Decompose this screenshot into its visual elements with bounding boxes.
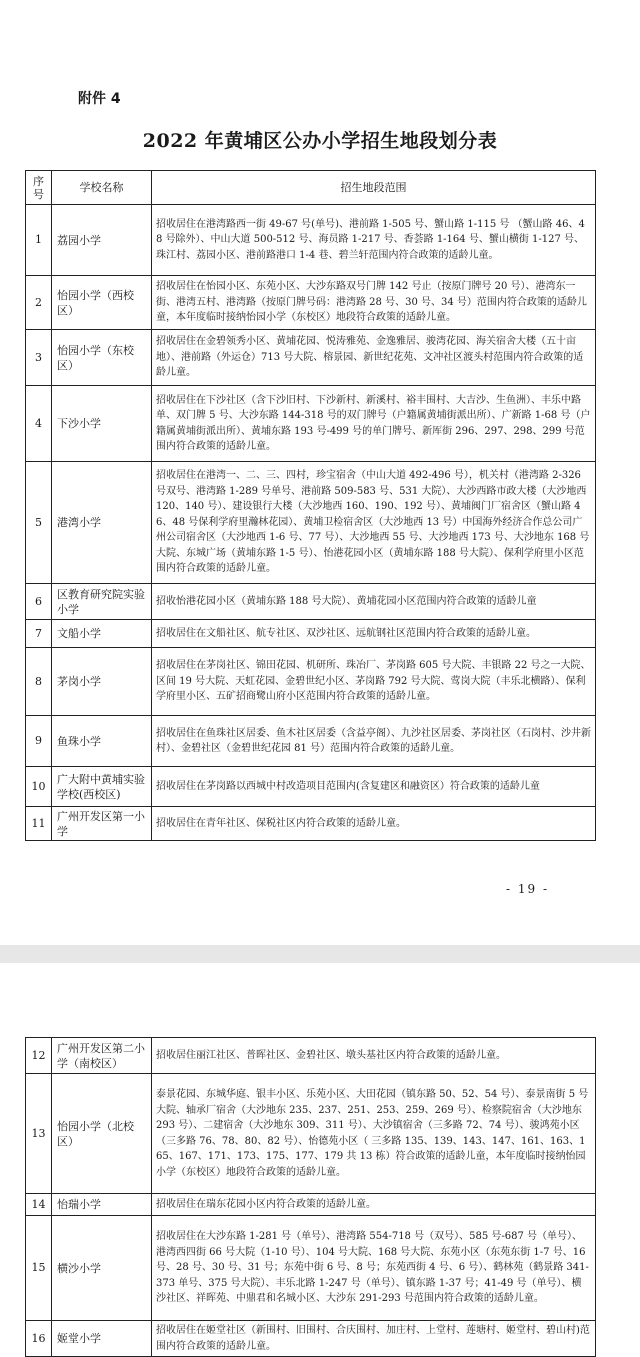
row-school: 怡园小学（西校区） [52,276,152,330]
row-no: 6 [26,584,52,620]
row-school: 怡园小学（北校区） [52,1074,152,1194]
row-school: 广州开发区第一小学 [52,807,152,841]
row-range: 招收居住丽江社区、普晖社区、金碧社区、墩头基社区内符合政策的适龄儿童。 [152,1038,596,1074]
row-school: 横沙小学 [52,1216,152,1321]
row-range: 招收居住在茅岗路以西城中村改造项目范围内(含复建区和融资区）符合政策的适龄儿童 [152,767,596,807]
row-school: 姬堂小学 [52,1321,152,1357]
table-row [26,1216,596,1321]
table-row [26,462,596,584]
row-no: 5 [26,462,52,584]
row-school: 下沙小学 [52,386,152,462]
table-row [26,386,596,462]
row-school: 文船小学 [52,620,152,648]
row-no: 10 [26,767,52,807]
table-row [26,584,596,620]
table-row [26,807,596,841]
table-row [26,276,596,330]
allocation-table-continued [25,1037,596,1357]
row-no: 9 [26,716,52,767]
row-no: 16 [26,1321,52,1357]
row-range: 招收居住在青年社区、保税社区内符合政策的适龄儿童。 [152,807,596,841]
row-no: 12 [26,1038,52,1074]
row-no: 8 [26,648,52,716]
row-no: 15 [26,1216,52,1321]
table-row [26,716,596,767]
row-range: 招收居住在茅岗社区、锦田花园、机研所、珠冶厂、茅岗路 605 号大院、丰银路 22 号之一大院、区间 19 号大院、天虹花园、金碧世纪小区、茅岗路 792 号大院、莺岗大院（丰乐北横路）、保利学府里小区、五矿招商鹭山府小区范围内符合政策的适龄儿童。 [152,648,596,716]
row-range: 招收居住在怡园小区、东苑小区、大沙东路双号门牌 142 号止（按原门牌号 20 号）、港湾东一街、港湾五村、港湾路（按原门牌号码：港湾路 28 号、30 号、34 号）范围内符合政策的适龄儿童，本年度临时接纳怡园小学（东校区）地段符合政策的适龄儿童。 [152,276,596,330]
header-school: 学校名称 [52,171,152,205]
row-range: 招收居住在瑞东花园小区内符合政策的适龄儿童。 [152,1194,596,1216]
row-school: 怡园小学（东校区） [52,330,152,386]
row-range: 招收居住在姬堂社区（新围村、旧围村、合庆围村、加庄村、上堂村、莲塘村、姬堂村、碧山村)范围内符合政策的适龄儿童。 [152,1321,596,1357]
allocation-table [25,170,596,841]
table-row [26,330,596,386]
row-school: 广大附中黄埔实验学校(西校区) [52,767,152,807]
row-school: 港湾小学 [52,462,152,584]
row-school: 广州开发区第二小学（南校区） [52,1038,152,1074]
table-row [26,1038,596,1074]
table-row [26,620,596,648]
row-no: 2 [26,276,52,330]
table-row [26,1074,596,1194]
row-range: 招收居住在大沙东路 1-281 号（单号）、港湾路 554-718 号（双号）、585 号-687 号（单号）、港湾西四街 66 号大院（1-10 号）、104 号大院、168 号大院、东苑小区（东苑东街 1-7 号、16 号、28 号、30 号、31 号；东苑中街 6 号、8 号；东苑西街 4 号、6 号）、鹤林苑（鹤景路 341-373 单号、375 号大院）、丰乐北路 1-247 号（单号）、镇东路 1-37 号；41-49 号（单号）、横沙社区、祥晖苑、中鼎君和名城小区、大沙东 291-293 号范围内符合政策的适龄儿童。 [152,1216,596,1321]
table-header-row [26,171,596,205]
table-row [26,1194,596,1216]
row-no: 1 [26,205,52,276]
table-row [26,648,596,716]
row-no: 4 [26,386,52,462]
row-no: 11 [26,807,52,841]
row-range: 招收居住在港湾路西一街 49-67 号(单号)、港前路 1-505 号、蟹山路 1-115 号 （蟹山路 46、48 号除外）、中山大道 500-512 号、海员路 1-217 号、香荟路 1-164 号、蟹山横街 1-127 号、珠江村、荔园小区、港前路港口 1-4 巷、碧兰轩范围内符合政策的适龄儿童。 [152,205,596,276]
table-row [26,1321,596,1357]
row-school: 鱼珠小学 [52,716,152,767]
row-no: 3 [26,330,52,386]
row-school: 区教育研究院实验小学 [52,584,152,620]
document-title: 2022 年黄埔区公办小学招生地段划分表 [142,130,498,152]
row-school: 怡瑞小学 [52,1194,152,1216]
row-school: 荔园小学 [52,205,152,276]
table-row [26,767,596,807]
page-number: - 19 - [506,882,550,896]
row-range: 招收居住在文船社区、航专社区、双沙社区、远航钢社区范围内符合政策的适龄儿童。 [152,620,596,648]
row-range: 招收居住在港湾一、二、三、四村，珍宝宿舍（中山大道 492-496 号），机关村（港湾路 2-326 号双号、港湾路 1-289 号单号、港前路 509-583 号、531 大院）、大沙西路市政大楼（大沙地西 120、140 号）、建设银行大楼（大沙地西 160、190、192 号）、黄埔阀门厂宿舍区（蟹山路 46、48 号保利学府里瀚林花园）、黄埔卫检宿舍区（大沙地西 13 号）中国海外经济合作总公司广州公司宿舍区（大沙地西 1-6 号、77 号）、大沙地西 55 号、大沙地西 173 号、大沙地东 168 号大院、东城广场（黄埔东路 1-5 号）、怡港花园小区（黄埔东路 188 号大院）、保利学府里小区范围内符合政策的适龄儿童。 [152,462,596,584]
row-range: 招收居住在鱼珠社区居委、鱼木社区居委（含益亭阁）、九沙社区居委、茅岗社区（石岗村、沙井新村）、金碧社区（金碧世纪花园 81 号）范围内符合政策的适龄儿童。 [152,716,596,767]
header-range: 招生地段范围 [152,171,596,205]
row-no: 7 [26,620,52,648]
attachment-label: 附件 4 [78,91,121,107]
row-range: 招收居住在下沙社区（含下沙旧村、下沙新村、新溪村、裕丰围村、大吉沙、生鱼洲）、丰乐中路单、双门牌 5 号、大沙东路 144-318 号的双门牌号（户籍属黄埔街派出所）、广新路 1-68 号（户籍属黄埔街派出所）、黄埔东路 193 号-499 号的单门牌号、新厍街 296、297、298、299 号范围内符合政策的适龄儿童。 [152,386,596,462]
row-range: 招收怡港花园小区（黄埔东路 188 号大院）、黄埔花园小区范围内符合政策的适龄儿童 [152,584,596,620]
page-separator [0,945,640,963]
row-range: 泰景花园、东城华庭、银丰小区、乐苑小区、大田花园（镇东路 50、52、54 号）、泰景南街 5 号大院、轴承厂宿舍（大沙地东 235、237、251、253、259、269 号）、检察院宿舍（大沙地东 293 号）、二建宿舍（大沙地东 309、311 号）、大沙镇宿舍（三多路 72、74 号）、骏鸿苑小区（三多路 76、78、80、82 号）、怡德苑小区（ 三多路 135、139、143、147、161、163、165、167、171、173、175、177、179 共 13 栋）符合政策的适龄儿童，本年度临时接纳怡园小学（东校区）地段符合政策的适龄儿童。 [152,1074,596,1194]
table-row [26,205,596,276]
row-range: 招收居住在金碧领秀小区、黄埔花园、悦涛雅苑、金逸雅居、骏湾花园、海关宿舍大楼（五十亩地）、港前路（外运仓）713 号大院、榕景园、新世纪花苑、文冲社区渡头村范围内符合政策的适龄儿童。 [152,330,596,386]
row-no: 14 [26,1194,52,1216]
document-page-20 [0,963,640,1351]
row-school: 茅岗小学 [52,648,152,716]
header-no: 序号 [26,171,52,205]
row-no: 13 [26,1074,52,1194]
